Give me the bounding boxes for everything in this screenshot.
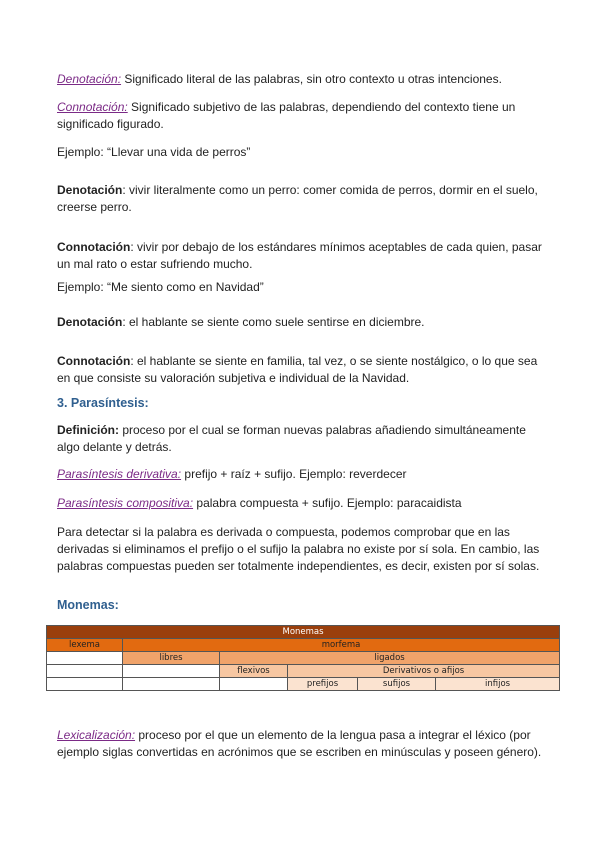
definicion [57, 422, 547, 456]
compositiva-text: palabra compuesta + sufijo. Ejemplo: paracaidista [193, 496, 462, 510]
label-denotacion-2: Denotación [57, 315, 123, 329]
table-row [47, 665, 560, 678]
empty-cell [220, 678, 288, 691]
morfema-cell: morfema [123, 639, 560, 652]
denotacion-text: Significado literal de las palabras, sin otro contexto u otras intenciones. [121, 72, 502, 86]
prefijos-cell: prefijos [288, 678, 358, 691]
ligados-cell: ligados [220, 652, 560, 665]
monemas-table [46, 625, 560, 691]
table-row [47, 626, 560, 639]
parasintesis-heading: 3. Parasíntesis: [57, 396, 149, 410]
term-connotacion: Connotación: [57, 100, 128, 114]
empty-cell [123, 678, 220, 691]
ejemplo-1: Ejemplo: “Llevar una vida de perros” [57, 145, 251, 159]
empty-cell [47, 665, 123, 678]
lexema-cell: lexema [47, 639, 123, 652]
denotacion-definition [57, 71, 547, 88]
term-lexicalizacion: Lexicalización: [57, 728, 136, 742]
ejemplo-1-denotacion [57, 182, 547, 216]
parasintesis-compositiva [57, 495, 547, 512]
derivativos-cell: Derivativos o afijos [288, 665, 560, 678]
empty-cell [47, 678, 123, 691]
ejemplo-1-connotacion [57, 239, 547, 273]
table-row [47, 652, 560, 665]
lexicalizacion [57, 727, 547, 761]
ej2-denotacion-text: : el hablante se siente como suele sentirse en diciembre. [122, 315, 425, 329]
connotacion-definition [57, 99, 547, 133]
ej1-connotacion-text: : vivir por debajo de los estándares mínimos aceptables de cada quien, pasar un mal rato o estar sufriendo mucho. [57, 240, 542, 271]
lexicalizacion-text: proceso por el que un elemento de la lengua pasa a integrar el léxico (por ejemplo siglas convertidas en acrónimos que se escriben en minúsculas y poseen género). [57, 728, 542, 759]
sufijos-cell: sufijos [358, 678, 436, 691]
flexivos-cell: flexivos [220, 665, 288, 678]
label-definicion: Definición: [57, 423, 119, 437]
ej2-connotacion-text: : el hablante se siente en familia, tal vez, o se siente nostálgico, o lo que sea en que consiste su valoración subjetiva e individual de la Navidad. [57, 354, 538, 385]
monemas-heading: Monemas: [57, 598, 119, 612]
empty-cell [47, 652, 123, 665]
ejemplo-2-connotacion [57, 353, 547, 387]
empty-cell [123, 665, 220, 678]
derivativa-text: prefijo + raíz + sufijo. Ejemplo: reverdecer [181, 467, 407, 481]
label-connotacion: Connotación [57, 240, 131, 254]
ejemplo-2-denotacion [57, 314, 547, 331]
term-compositiva: Parasíntesis compositiva: [57, 496, 194, 510]
term-derivativa: Parasíntesis derivativa: [57, 467, 182, 481]
label-denotacion: Denotación [57, 183, 123, 197]
parasintesis-derivativa [57, 466, 547, 483]
label-connotacion-2: Connotación [57, 354, 131, 368]
ejemplo-2: Ejemplo: “Me siento como en Navidad” [57, 280, 264, 294]
libres-cell: libres [123, 652, 220, 665]
table-row [47, 678, 560, 691]
definicion-text: proceso por el cual se forman nuevas palabras añadiendo simultáneamente algo delante y detrás. [57, 423, 526, 454]
infijos-cell: infijos [436, 678, 560, 691]
term-denotacion: Denotación: [57, 72, 122, 86]
ej1-denotacion-text: : vivir literalmente como un perro: comer comida de perros, dormir en el suelo, creerse perro. [57, 183, 538, 214]
detectar-paragraph: Para detectar si la palabra es derivada o compuesta, podemos comprobar que en las derivadas si eliminamos el prefijo o el sufijo la palabra no existe por sí sola. En cambio, las palabras compuestas pueden ser totalmente independientes, es decir, existen por sí solas. [57, 525, 540, 573]
connotacion-text: Significado subjetivo de las palabras, dependiendo del contexto tiene un significado figurado. [57, 100, 516, 131]
table-row [47, 639, 560, 652]
table-title-cell: Monemas [47, 626, 560, 639]
